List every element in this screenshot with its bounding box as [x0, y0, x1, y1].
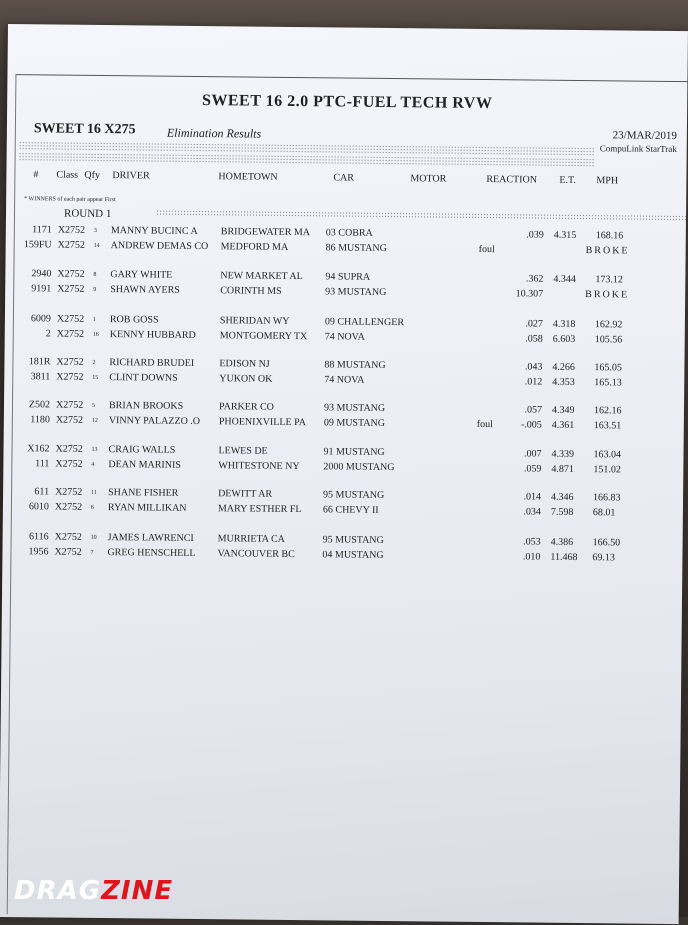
elapsed-time: 6.603 — [552, 333, 576, 345]
col-header-motor: MOTOR — [410, 173, 447, 185]
round-label: ROUND 1 — [61, 208, 114, 221]
driver-name: SHANE FISHER — [108, 487, 179, 499]
speed-mph: 168.16 — [595, 230, 624, 242]
driver-name: GARY WHITE — [110, 269, 173, 281]
elapsed-time: 7.598 — [550, 506, 574, 518]
results-sheet — [0, 24, 688, 924]
col-header-mph: MPH — [596, 175, 619, 187]
car-number: 3811 — [30, 371, 51, 383]
car-number: 9191 — [31, 283, 52, 295]
car-number: 611 — [34, 486, 50, 498]
foul-flag: foul — [476, 418, 493, 431]
qualify-position: 10 — [90, 534, 97, 541]
class-title: SWEET 16 X275 — [33, 121, 136, 138]
driver-name: KENNY HUBBARD — [109, 329, 196, 341]
car-cell: 94 SUPRA — [325, 271, 371, 283]
dot-rule — [156, 210, 688, 223]
reaction-time: .027 — [525, 318, 543, 330]
elapsed-time: 4.315 — [553, 229, 577, 241]
driver-name: JAMES LAWRENCI — [107, 532, 194, 544]
class-cell: X2752 — [55, 414, 84, 426]
class-cell: X2752 — [56, 371, 84, 383]
qualify-position: 13 — [91, 446, 98, 453]
reaction-time: .034 — [523, 506, 541, 518]
class-cell: X2752 — [54, 546, 82, 558]
broke-status: BROKE — [585, 289, 630, 301]
driver-name: CLINT DOWNS — [109, 372, 178, 384]
car-number: X162 — [27, 443, 50, 455]
driver-name: DEAN MARINIS — [108, 459, 181, 471]
driver-name: RICHARD BRUDEI — [109, 357, 195, 369]
col-header-car: CAR — [333, 172, 355, 184]
hometown-cell: MEDFORD MA — [220, 241, 289, 253]
elapsed-time: 4.361 — [551, 419, 575, 431]
speed-mph: 162.16 — [593, 405, 622, 417]
reaction-time: .043 — [524, 361, 543, 373]
speed-mph: 163.51 — [593, 420, 622, 432]
qualify-position: 2 — [92, 359, 96, 366]
hometown-cell: DEWITT AR — [218, 488, 273, 500]
reaction-time: .053 — [523, 536, 541, 548]
driver-name: GREG HENSCHELL — [107, 547, 196, 559]
qualify-position: 3 — [93, 227, 97, 234]
car-number: 111 — [35, 458, 50, 470]
speed-mph: 166.83 — [593, 492, 621, 504]
car-cell: 03 COBRA — [325, 227, 373, 239]
elapsed-time: 4.386 — [550, 536, 574, 548]
car-number: 6010 — [28, 501, 50, 513]
class-cell: X2752 — [55, 458, 83, 470]
qualify-position: 7 — [90, 549, 94, 556]
car-number: 159FU — [23, 239, 52, 251]
timing-system: CompuLink StarTrak — [599, 143, 677, 155]
class-cell: X2752 — [56, 313, 85, 325]
qualify-position: 11 — [91, 489, 97, 496]
car-number: 1956 — [28, 546, 49, 558]
hometown-cell: VANCOUVER BC — [217, 548, 295, 561]
qualify-position: 14 — [93, 242, 100, 249]
car-number: 6116 — [28, 531, 49, 543]
car-cell: 74 NOVA — [324, 331, 365, 343]
car-number: 1171 — [32, 224, 52, 236]
driver-name: ROB GOSS — [109, 314, 159, 326]
driver-name: ANDREW DEMAS CO — [110, 240, 209, 253]
elapsed-time: 4.318 — [552, 318, 576, 330]
car-number: 2940 — [31, 268, 52, 280]
car-cell: 09 MUSTANG — [323, 417, 386, 429]
col-header-hometown: HOMETOWN — [218, 171, 278, 183]
class-cell: X2752 — [54, 501, 83, 513]
class-cell: X2752 — [54, 531, 82, 543]
speed-mph: 165.13 — [594, 377, 622, 389]
reaction-time: .014 — [523, 491, 542, 503]
reaction-time: .058 — [525, 333, 543, 345]
elapsed-time: 4.353 — [552, 376, 575, 388]
qualify-position: 6 — [90, 504, 94, 511]
hometown-cell: YUKON OK — [219, 373, 273, 385]
reaction-time: .039 — [526, 229, 544, 241]
elapsed-time: 4.266 — [552, 361, 575, 373]
car-cell: 93 MUSTANG — [323, 402, 386, 414]
reaction-time: .059 — [523, 463, 542, 475]
speed-mph: 162.92 — [594, 319, 623, 331]
car-cell: 88 MUSTANG — [324, 359, 386, 371]
hometown-cell: MARY ESTHER FL — [217, 503, 302, 516]
reaction-time: -.005 — [520, 419, 542, 431]
hometown-cell: SHERIDAN WY — [219, 315, 290, 327]
class-cell: X2752 — [57, 239, 85, 251]
car-number: Z502 — [28, 399, 51, 411]
class-cell: X2752 — [55, 443, 83, 455]
hometown-cell: MURRIETA CA — [217, 533, 285, 545]
reaction-time: .362 — [525, 273, 544, 285]
qualify-position: 4 — [91, 461, 95, 468]
car-number: 2 — [45, 328, 51, 340]
car-number: 181R — [28, 356, 51, 368]
speed-mph: 165.05 — [594, 362, 622, 374]
col-header-qfy: Qfy — [84, 169, 101, 181]
car-number: 6009 — [30, 313, 51, 325]
qualify-position: 16 — [92, 331, 99, 338]
hometown-cell: LEWES DE — [218, 445, 268, 457]
driver-name: CRAIG WALLS — [108, 444, 176, 456]
winners-note: * WINNERS of each pair appear First — [24, 196, 116, 204]
class-cell: X2752 — [57, 283, 85, 295]
broke-status: BROKE — [585, 245, 630, 257]
driver-name: RYAN MILLIKAN — [107, 502, 187, 514]
speed-mph: 69.13 — [592, 552, 616, 564]
event-date: 23/MAR/2019 — [612, 129, 677, 143]
reaction-time: .007 — [523, 448, 542, 460]
hometown-cell: WHITESTONE NY — [218, 460, 300, 473]
hometown-cell: PARKER CO — [218, 401, 274, 413]
speed-mph: 166.50 — [592, 537, 621, 549]
qualify-position: 15 — [92, 374, 99, 381]
class-cell: X2752 — [55, 486, 83, 498]
car-cell: 86 MUSTANG — [325, 242, 387, 254]
qualify-position: 8 — [93, 271, 97, 278]
event-title: SWEET 16 2.0 PTC-FUEL TECH RVW — [201, 92, 493, 113]
qualify-position: 9 — [93, 286, 97, 293]
col-header-num: # — [33, 169, 39, 181]
qualify-position: 5 — [91, 402, 96, 409]
speed-mph: 68.01 — [592, 507, 616, 519]
car-cell: 04 MUSTANG — [322, 549, 384, 561]
logo-text: DRAG — [14, 876, 102, 906]
class-cell: X2752 — [57, 268, 85, 280]
car-cell: 09 CHALLENGER — [324, 316, 405, 329]
elapsed-time: 4.339 — [551, 448, 575, 460]
car-cell: 74 NOVA — [324, 374, 365, 386]
results-type: Elimination Results — [166, 125, 262, 141]
class-cell: X2752 — [56, 356, 84, 368]
elapsed-time: 4.346 — [551, 491, 574, 503]
col-header-reaction: REACTION — [486, 174, 538, 186]
logo-text: ZINE — [101, 876, 174, 906]
reaction-time: foul — [478, 243, 495, 256]
car-cell: 95 MUSTANG — [323, 489, 385, 501]
reaction-time: .010 — [522, 551, 541, 563]
dragzine-logo — [14, 876, 173, 906]
elapsed-time: 4.344 — [553, 273, 576, 285]
class-cell: X2752 — [56, 328, 85, 340]
car-number: 1180 — [30, 414, 50, 426]
driver-name: BRIAN BROOKS — [108, 400, 184, 412]
qualify-position: 1 — [92, 316, 96, 323]
hometown-cell: CORINTH MS — [220, 285, 282, 297]
driver-name: VINNY PALAZZO .O — [108, 415, 201, 428]
speed-mph: 163.04 — [593, 449, 622, 461]
driver-name: SHAWN AYERS — [110, 284, 180, 296]
class-cell: X2752 — [57, 224, 86, 236]
car-cell: 93 MUSTANG — [325, 286, 387, 298]
reaction-time: .057 — [524, 404, 543, 416]
driver-name: MANNY BUCINC A — [110, 225, 198, 237]
elapsed-time: 4.349 — [551, 404, 575, 416]
hometown-cell: PHOENIXVILLE PA — [218, 416, 307, 429]
speed-mph: 105.56 — [594, 334, 623, 346]
col-header-class: Class — [56, 169, 79, 181]
elapsed-time: 11.468 — [550, 551, 578, 563]
car-cell: 95 MUSTANG — [322, 534, 384, 546]
reaction-time: 10.307 — [515, 288, 544, 300]
speed-mph: 173.12 — [595, 274, 623, 286]
reaction-time: .012 — [524, 376, 543, 388]
frame-line — [15, 74, 687, 82]
elapsed-time: 4.871 — [551, 463, 574, 475]
car-cell: 2000 MUSTANG — [323, 461, 395, 474]
hometown-cell: EDISON NJ — [219, 358, 270, 370]
qualify-position: 12 — [91, 417, 98, 424]
col-header-driver: DRIVER — [112, 170, 150, 182]
col-header-et: E.T. — [559, 174, 576, 186]
class-cell: X2752 — [55, 399, 84, 411]
hometown-cell: BRIDGEWATER MA — [220, 226, 311, 239]
hometown-cell: NEW MARKET AL — [220, 270, 303, 283]
car-cell: 91 MUSTANG — [323, 446, 385, 458]
hometown-cell: MONTGOMERY TX — [219, 330, 308, 343]
car-cell: 66 CHEVY II — [322, 504, 379, 516]
speed-mph: 151.02 — [593, 464, 621, 476]
